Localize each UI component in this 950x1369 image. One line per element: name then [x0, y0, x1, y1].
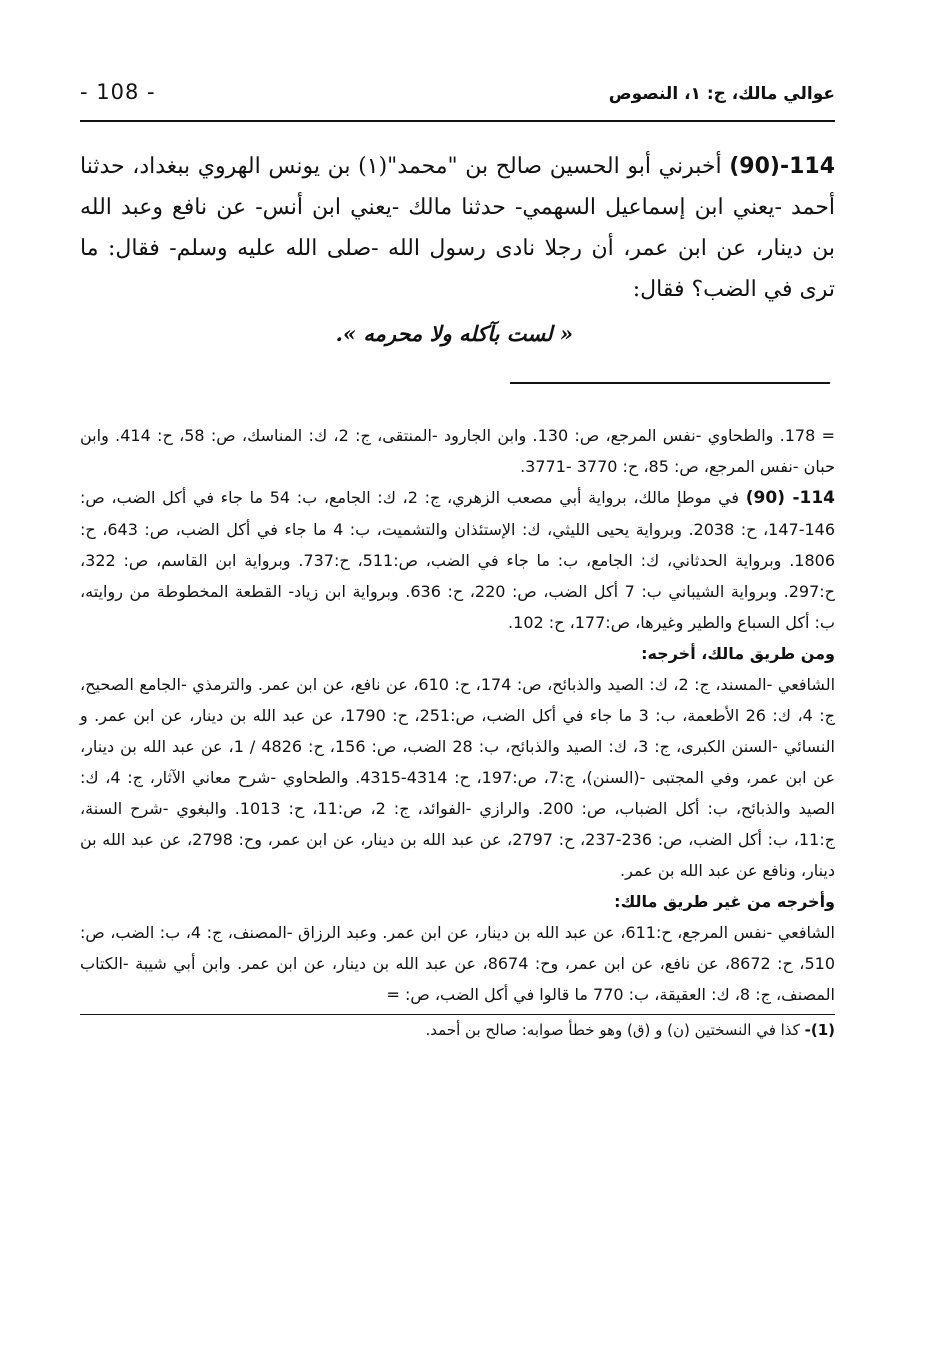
page [80, 78, 835, 1043]
page-number: - 108 - [80, 80, 156, 104]
hadith-body: أخبرني أبو الحسين صالح بن "محمد"(١) بن يونس الهروي ببغداد، حدثنا أحمد -يعني ابن إسماعيل السهمي- حدثنا مالك -يعني ابن أنس- عن نافع وعبد الله بن دينار، عن ابن عمر، أن رجلا نادى رسول الله -صلى الله عليه وسلم- فقال: ما ترى في الضب؟ فقال: [80, 154, 835, 302]
note-continuation: = 178. والطحاوي -نفس المرجع، ص: 130. وابن الجارود -المنتقى، ج: 2، ك: المناسك، ص: 58، ح: 414. وابن حبان -نفس المرجع، ص: 85، ح: 3770 -3771. [80, 426, 836, 476]
footnote-rule [80, 1014, 835, 1015]
hadith-number: 114-(90) [729, 154, 836, 179]
note-114-text: في موطإ مالك، برواية أبي مصعب الزهري، ج: 2، ك: الجامع، ب: 54 ما جاء في أكل الضب، ص: 146-147، ح: 2038. وبرواية يحيى الليثي، ك: الإستئذان والتشميت، ب: 4 ما جاء في أكل الضب، ص: 643، ح: 1806. وبرواية الحدثاني، ك: الجامع، ب: ما جاء في الضب، ص:511، ح:737. وبرواية ابن القاسم، ص: 322، ح:297. وبرواية الشيباني ب: 7 أكل الضب، ص: 220، ح: 636. وبرواية ابن زياد- القطعة المخطوطة من روايته، ب: أكل السباع والطير وغيرها، ص:177، ح: 102. [80, 488, 836, 632]
footnote-marker: (1)- [804, 1021, 835, 1039]
note-heading-other: وأخرجه من غير طريق مالك: [614, 892, 835, 911]
note-114-number: 114- (90) [745, 488, 836, 508]
hadith-text [80, 146, 835, 310]
takhrij-notes [80, 420, 835, 1010]
footnote-text: كذا في النسختين (ن) و (ق) وهو خطأ صوابه: صالح بن أحمد. [425, 1021, 800, 1039]
note-heading-malik: ومن طريق مالك، أخرجه: [641, 644, 835, 663]
note-malik-sources: الشافعي -المسند، ج: 2، ك: الصيد والذبائح، ص: 174، ح: 610، عن نافع، عن ابن عمر. والترمذي -الجامع الصحيح، ج: 4، ك: 26 الأطعمة، ب: 3 ما جاء في أكل الضب، ص:251، ح: 1790، عن عبد الله بن دينار، عن ابن عمر. و النسائي -السنن الكبرى، ج: 3، ك: الصيد والذبائح، ب: 28 الضب، ص: 156، ح: 4826 / 1، عن عبد الله بن دينار، عن ابن عمر، وفي المجتبى -(السنن)، ج:7، ص:197، ح: 4314-4315. والطحاوي -شرح معاني الآثار، ج: 4، ك: الصيد والذبائح، ب: أكل الضباب، ص: 200. والرازي -الفوائد، ج: 2، ص:11، ح: 1013. والبغوي -شرح السنة، ج:11، ب: أكل الضب، ص: 236-237، ح: 2797، عن عبد الله بن دينار، عن ابن عمر، وح: 2798، عن عبد الله بن دينار، ونافع عن عبد الله بن عمر. [80, 675, 836, 880]
running-title: عوالي مالك، ج: ١، النصوص [608, 84, 835, 104]
running-header [80, 78, 835, 110]
hadith-paragraph [80, 146, 835, 310]
note-114 [80, 482, 835, 638]
note-other-sources: الشافعي -نفس المرجع، ح:611، عن عبد الله بن دينار، عن ابن عمر. وعبد الرزاق -المصنف، ج: 4، ب: الضب، ص: 510، ح: 8672، عن نافع، عن ابن عمر، وح: 8674، عن عبد الله بن دينار، عن ابن عمر. وابن أبي شيبة -الكتاب المصنف، ج: 8، ك: العقيقة، ب: 770 ما قالوا في أكل الضب، ص: = [80, 923, 835, 1004]
notes-separator [510, 382, 830, 384]
footnote [80, 1017, 835, 1043]
prophet-quote: « لست بآكله ولا محرمه ». [335, 321, 573, 346]
header-rule [80, 120, 835, 122]
